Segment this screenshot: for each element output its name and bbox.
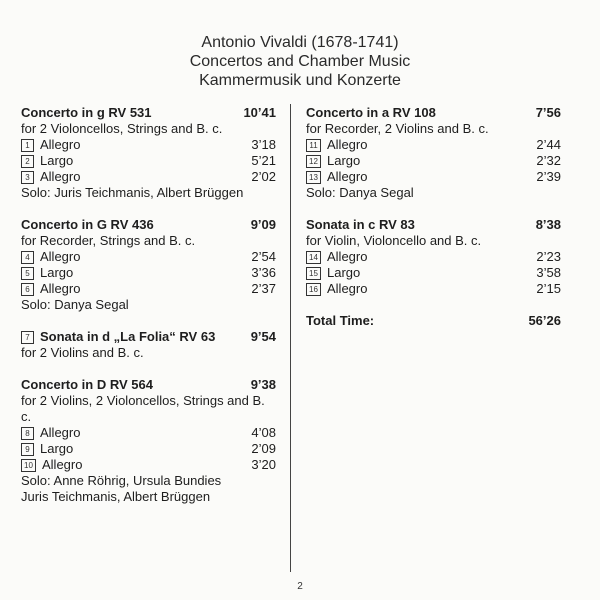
movement-name: Largo bbox=[327, 265, 361, 280]
track-row bbox=[306, 153, 561, 169]
work-rv108 bbox=[306, 105, 561, 201]
work-duration: 8’38 bbox=[535, 217, 561, 232]
track-number: 3 bbox=[21, 171, 34, 184]
track-row bbox=[21, 441, 276, 457]
track-number: 5 bbox=[21, 267, 34, 280]
track-number: 11 bbox=[306, 139, 321, 152]
track-number: 2 bbox=[21, 155, 34, 168]
work-rv564 bbox=[21, 377, 276, 505]
track-number: 1 bbox=[21, 139, 34, 152]
track-duration: 2’09 bbox=[251, 441, 276, 456]
movement-name: Allegro bbox=[40, 137, 81, 152]
track-number: 7 bbox=[21, 331, 34, 344]
work-rv63 bbox=[21, 329, 276, 361]
track-number: 15 bbox=[306, 267, 321, 280]
work-title: Concerto in g RV 531 bbox=[21, 105, 152, 120]
soloists-continued: Juris Teichmanis, Albert Brüggen bbox=[21, 489, 211, 504]
track-duration: 3’36 bbox=[251, 265, 276, 280]
work-title: Concerto in G RV 436 bbox=[21, 217, 154, 232]
track-number: 6 bbox=[21, 283, 34, 296]
album-subtitle: Kammermusik und Konzerte bbox=[199, 72, 401, 89]
work-duration: 9’09 bbox=[250, 217, 276, 232]
movement-name: Largo bbox=[40, 265, 74, 280]
track-row bbox=[306, 169, 561, 185]
track-row bbox=[21, 153, 276, 169]
movement-name: Allegro bbox=[42, 457, 83, 472]
track-row bbox=[306, 265, 561, 281]
track-duration: 2’37 bbox=[251, 281, 276, 296]
work-title: Sonata in d „La Folia“ RV 63 bbox=[40, 329, 216, 344]
header bbox=[0, 33, 600, 90]
work-duration: 10’41 bbox=[243, 105, 276, 120]
movement-name: Largo bbox=[327, 153, 361, 168]
movement-name: Allegro bbox=[40, 169, 81, 184]
track-row bbox=[21, 249, 276, 265]
work-duration: 9’54 bbox=[250, 329, 276, 344]
track-row bbox=[306, 249, 561, 265]
track-duration: 2’44 bbox=[536, 137, 561, 152]
column-divider bbox=[290, 104, 291, 572]
track-number: 16 bbox=[306, 283, 321, 296]
track-duration: 3’20 bbox=[251, 457, 276, 472]
total-time-label: Total Time: bbox=[306, 313, 375, 328]
work-instrumentation: for 2 Violins and B. c. bbox=[21, 345, 144, 360]
soloists: Solo: Anne Röhrig, Ursula Bundies bbox=[21, 473, 222, 488]
page-number: 2 bbox=[297, 581, 303, 592]
work-title: Concerto in D RV 564 bbox=[21, 377, 153, 392]
track-row bbox=[21, 169, 276, 185]
track-row bbox=[306, 281, 561, 297]
track-row bbox=[21, 137, 276, 153]
soloists: Solo: Danya Segal bbox=[306, 185, 414, 200]
track-number: 8 bbox=[21, 427, 34, 440]
track-duration: 2’54 bbox=[251, 249, 276, 264]
track-duration: 5’21 bbox=[251, 153, 276, 168]
total-time-value: 56’26 bbox=[528, 313, 561, 328]
work-instrumentation: for 2 Violins, 2 Violoncellos, Strings and B. c. bbox=[21, 393, 265, 424]
left-column bbox=[21, 105, 276, 521]
track-duration: 2’23 bbox=[536, 249, 561, 264]
track-number: 14 bbox=[306, 251, 321, 264]
track-row bbox=[21, 425, 276, 441]
album-title: Concertos and Chamber Music bbox=[189, 53, 411, 70]
track-duration: 2’15 bbox=[536, 281, 561, 296]
track-duration: 3’58 bbox=[536, 265, 561, 280]
track-number: 13 bbox=[306, 171, 321, 184]
work-rv531 bbox=[21, 105, 276, 201]
track-duration: 2’02 bbox=[251, 169, 276, 184]
track-duration: 2’32 bbox=[536, 153, 561, 168]
work-rv83 bbox=[306, 217, 561, 297]
right-column bbox=[306, 105, 561, 329]
work-duration: 7’56 bbox=[535, 105, 561, 120]
track-row bbox=[21, 265, 276, 281]
movement-name: Allegro bbox=[327, 169, 368, 184]
movement-name: Largo bbox=[40, 153, 74, 168]
work-title: Concerto in a RV 108 bbox=[306, 105, 436, 120]
track-duration: 4’08 bbox=[251, 425, 276, 440]
track-row bbox=[21, 281, 276, 297]
track-number: 10 bbox=[21, 459, 36, 472]
movement-name: Allegro bbox=[40, 425, 81, 440]
work-duration: 9’38 bbox=[250, 377, 276, 392]
track-row bbox=[21, 457, 276, 473]
soloists: Solo: Juris Teichmanis, Albert Brüggen bbox=[21, 185, 244, 200]
movement-name: Allegro bbox=[40, 249, 81, 264]
work-title: Sonata in c RV 83 bbox=[306, 217, 415, 232]
soloists: Solo: Danya Segal bbox=[21, 297, 129, 312]
work-instrumentation: for 2 Violoncellos, Strings and B. c. bbox=[21, 121, 223, 136]
work-rv436 bbox=[21, 217, 276, 313]
track-duration: 3’18 bbox=[251, 137, 276, 152]
movement-name: Largo bbox=[40, 441, 74, 456]
track-row bbox=[306, 137, 561, 153]
work-instrumentation: for Violin, Violoncello and B. c. bbox=[306, 233, 482, 248]
track-number: 9 bbox=[21, 443, 34, 456]
work-instrumentation: for Recorder, Strings and B. c. bbox=[21, 233, 196, 248]
track-number: 12 bbox=[306, 155, 321, 168]
total-time-row bbox=[306, 313, 561, 329]
track-duration: 2’39 bbox=[536, 169, 561, 184]
track-number: 4 bbox=[21, 251, 34, 264]
work-instrumentation: for Recorder, 2 Violins and B. c. bbox=[306, 121, 489, 136]
movement-name: Allegro bbox=[40, 281, 81, 296]
movement-name: Allegro bbox=[327, 281, 368, 296]
composer-title: Antonio Vivaldi (1678-1741) bbox=[201, 34, 399, 51]
movement-name: Allegro bbox=[327, 137, 368, 152]
movement-name: Allegro bbox=[327, 249, 368, 264]
